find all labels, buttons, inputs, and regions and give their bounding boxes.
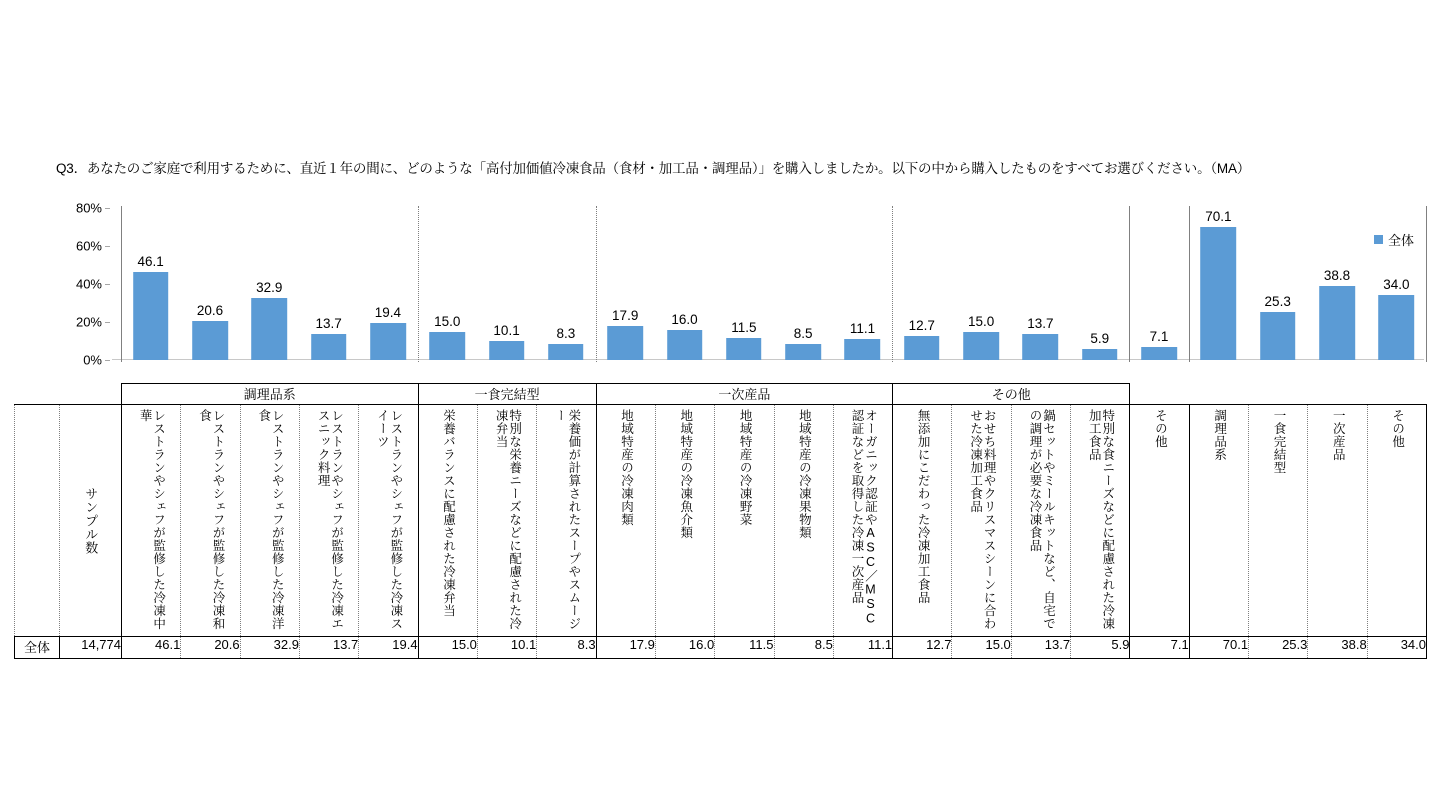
column-header-label: 調理品系 xyxy=(1212,409,1227,461)
table-group-header-row xyxy=(15,384,1427,405)
column-header-4 xyxy=(359,405,418,637)
column-header-20 xyxy=(1308,405,1367,637)
y-axis-tick-2: 40% xyxy=(75,276,102,292)
column-header-13 xyxy=(893,405,952,637)
column-header-0 xyxy=(122,405,181,637)
column-header-label: レストランやシェフが監修した冷凍スイーツ xyxy=(375,409,403,630)
bar-value-label-1: 20.6 xyxy=(196,302,224,318)
table-row xyxy=(15,637,1427,659)
bar-value-label-13: 12.7 xyxy=(908,317,935,333)
page-title: Q3．あなたのご家庭で利用するために、直近１年の間に、どのような「高付加価値冷凍食品（食材・加工品・調理品）」を購入しましたか。以下の中から購入したものをすべてお選びください。（MA） xyxy=(56,161,1251,176)
bar-13 xyxy=(904,336,940,360)
column-header-label: 地域特産の冷凍果物類 xyxy=(797,409,812,539)
y-axis-tick-1: 60% xyxy=(75,238,102,254)
table xyxy=(14,383,1427,659)
bar-10 xyxy=(726,338,762,360)
bar-slot-14 xyxy=(951,208,1010,360)
cell-value-21: 34.0 xyxy=(1367,637,1426,659)
bar-3 xyxy=(311,334,347,360)
chart-group-divider-2 xyxy=(596,206,597,362)
chart-legend xyxy=(1374,230,1414,249)
bar-slot-0 xyxy=(121,208,180,360)
bar-value-label-8: 17.9 xyxy=(612,308,639,323)
chart-group-divider-3 xyxy=(892,206,893,362)
y-axis-tick-0: 80% xyxy=(75,200,102,216)
cell-value-11: 8.5 xyxy=(774,637,833,659)
y-axis-tickmark-4 xyxy=(105,360,110,361)
chart-group-divider-0 xyxy=(121,206,122,362)
cell-value-14: 15.0 xyxy=(952,637,1011,659)
column-header-label: レストランやシェフが監修した冷凍エスニック料理 xyxy=(316,409,344,630)
bar-slot-18 xyxy=(1189,208,1248,360)
cell-value-15: 13.7 xyxy=(1011,637,1070,659)
cell-value-0: 46.1 xyxy=(122,637,181,659)
bar-12 xyxy=(845,339,881,360)
y-axis-tickmark-2 xyxy=(105,284,110,285)
bar-slot-15 xyxy=(1011,208,1070,360)
column-header-19 xyxy=(1249,405,1308,637)
y-axis-tick-4: 0% xyxy=(83,352,102,368)
bar-slot-7 xyxy=(536,208,595,360)
y-axis-tickmark-1 xyxy=(105,246,110,247)
chart-group-divider-6 xyxy=(1426,206,1427,362)
cell-value-9: 16.0 xyxy=(655,637,714,659)
column-header-label: レストランやシェフが監修した冷凍中華 xyxy=(138,409,166,630)
column-header-label: レストランやシェフが監修した冷凍和食 xyxy=(197,409,225,630)
bar-value-label-16: 5.9 xyxy=(1090,330,1110,346)
column-header-15 xyxy=(1011,405,1070,637)
cell-value-6: 10.1 xyxy=(477,637,536,659)
column-header-16 xyxy=(1071,405,1130,637)
column-header-label: レストランやシェフが監修した冷凍洋食 xyxy=(256,409,285,630)
column-header-7 xyxy=(537,405,596,637)
group-header-empty-4 xyxy=(1130,384,1189,405)
cell-value-10: 11.5 xyxy=(715,637,774,659)
column-header-sample-size: サンプル数 xyxy=(60,405,122,637)
bar-9 xyxy=(667,330,703,360)
data-table xyxy=(14,383,1426,659)
cell-value-3: 13.7 xyxy=(299,637,358,659)
column-header-8 xyxy=(596,405,655,637)
column-header-3 xyxy=(299,405,358,637)
cell-value-1: 20.6 xyxy=(181,637,240,659)
cell-value-5: 15.0 xyxy=(418,637,477,659)
cell-value-12: 11.1 xyxy=(833,637,892,659)
chart-group-divider-4 xyxy=(1129,206,1130,362)
bar-value-label-3: 13.7 xyxy=(315,315,342,331)
column-header-6 xyxy=(477,405,536,637)
column-header-label: おせち料理やクリスマスシーンに合わせた冷凍加工食品 xyxy=(968,409,997,630)
bar-value-label-5: 15.0 xyxy=(434,313,461,329)
y-axis-tickmark-0 xyxy=(105,208,110,209)
y-axis-tick-3: 20% xyxy=(75,314,102,330)
bar-slot-11 xyxy=(774,208,833,360)
column-header-11 xyxy=(774,405,833,637)
cell-value-19: 25.3 xyxy=(1249,637,1308,659)
table-label-row xyxy=(15,405,1427,637)
bar-slot-16 xyxy=(1070,208,1129,360)
bar-17 xyxy=(1141,347,1177,360)
bar-value-label-21: 34.0 xyxy=(1383,277,1410,293)
column-header-label: その他 xyxy=(1390,409,1405,448)
bar-16 xyxy=(1082,349,1118,360)
bar-11 xyxy=(785,344,821,360)
plot-area xyxy=(112,208,1424,360)
cell-sample-size: 14,774 xyxy=(60,637,122,659)
group-row-spacer xyxy=(15,384,122,405)
bar-slot-12 xyxy=(833,208,892,360)
column-header-label: 地域特産の冷凍野菜 xyxy=(738,409,753,526)
bar-slot-13 xyxy=(892,208,951,360)
cell-value-18: 70.1 xyxy=(1189,637,1248,659)
bar-7 xyxy=(548,344,584,360)
bar-1 xyxy=(192,321,228,360)
column-header-21 xyxy=(1367,405,1426,637)
column-header-label: 一食完結型 xyxy=(1271,409,1286,474)
bar-5 xyxy=(429,332,465,361)
bar-21 xyxy=(1379,295,1415,360)
legend-label: 全体 xyxy=(1387,233,1414,248)
column-header-10 xyxy=(715,405,774,637)
column-header-9 xyxy=(655,405,714,637)
bar-slot-2 xyxy=(240,208,299,360)
cell-value-4: 19.4 xyxy=(359,637,418,659)
bar-value-label-11: 8.5 xyxy=(793,325,813,341)
group-header-1: 一食完結型 xyxy=(418,384,596,405)
bar-slot-19 xyxy=(1248,208,1307,360)
bar-slot-4 xyxy=(358,208,417,360)
bar-slot-20 xyxy=(1307,208,1366,360)
bar-value-label-20: 38.8 xyxy=(1323,268,1351,284)
chart-group-divider-1 xyxy=(418,206,419,362)
table-corner-cell xyxy=(15,405,60,637)
bar-slot-8 xyxy=(596,208,655,360)
bar-slot-10 xyxy=(714,208,773,360)
cell-value-17: 7.1 xyxy=(1130,637,1189,659)
bar-slot-3 xyxy=(299,208,358,360)
column-header-17 xyxy=(1130,405,1189,637)
cell-value-7: 8.3 xyxy=(537,637,596,659)
bar-6 xyxy=(489,341,525,360)
cell-value-16: 5.9 xyxy=(1071,637,1130,659)
y-axis xyxy=(56,200,110,368)
bar-value-label-17: 7.1 xyxy=(1149,328,1169,344)
bar-slot-17 xyxy=(1129,208,1188,360)
bar-value-label-15: 13.7 xyxy=(1027,315,1054,331)
column-header-label: オーガニック認証やASC／MSC認証などを取得した冷凍一次産品 xyxy=(849,409,878,626)
bar-value-label-14: 15.0 xyxy=(967,313,995,329)
y-axis-tickmark-3 xyxy=(105,322,110,323)
column-header-label: 栄養バランスに配慮された冷凍弁当 xyxy=(441,409,456,617)
bar-value-label-6: 10.1 xyxy=(493,322,520,338)
column-header-label: 特別な栄養ニーズなどに配慮された冷凍弁当 xyxy=(494,409,522,630)
legend-swatch-icon xyxy=(1374,235,1383,244)
column-header-label: 特別な食ニーズなどに配慮された冷凍加工食品 xyxy=(1087,409,1115,630)
column-header-label: 地域特産の冷凍魚介類 xyxy=(678,409,693,539)
chart-group-divider-5 xyxy=(1189,206,1190,362)
cell-value-8: 17.9 xyxy=(596,637,655,659)
column-header-14 xyxy=(952,405,1011,637)
column-header-label: その他 xyxy=(1153,409,1168,448)
cell-value-20: 38.8 xyxy=(1308,637,1367,659)
bar-20 xyxy=(1319,286,1355,360)
column-header-label: 無添加にこだわった冷凍加工食品 xyxy=(916,409,931,604)
cell-value-2: 32.9 xyxy=(240,637,299,659)
bar-0 xyxy=(133,272,169,360)
column-header-label: 鍋セットやミールキットなど、自宅での調理が必要な冷凍食品 xyxy=(1027,409,1056,630)
bar-value-label-9: 16.0 xyxy=(671,311,698,327)
bar-14 xyxy=(963,332,999,361)
bar-chart xyxy=(56,200,1424,368)
bar-slot-6 xyxy=(477,208,536,360)
column-header-5 xyxy=(418,405,477,637)
group-header-empty-5 xyxy=(1189,384,1426,405)
group-header-0: 調理品系 xyxy=(122,384,419,405)
group-header-2: 一次産品 xyxy=(596,384,893,405)
bar-4 xyxy=(370,323,406,360)
row-label: 全体 xyxy=(15,637,60,659)
column-header-label: 一次産品 xyxy=(1331,409,1346,461)
column-header-label: 地域特産の冷凍肉類 xyxy=(619,409,634,526)
bar-8 xyxy=(607,326,643,360)
column-header-1 xyxy=(181,405,240,637)
bar-value-label-12: 11.1 xyxy=(849,320,876,336)
bar-value-label-7: 8.3 xyxy=(556,326,576,342)
bar-19 xyxy=(1260,312,1296,360)
bar-slot-5 xyxy=(418,208,477,360)
bar-value-label-4: 19.4 xyxy=(374,305,402,321)
column-header-18 xyxy=(1189,405,1248,637)
bar-value-label-19: 25.3 xyxy=(1264,293,1291,309)
bar-value-label-10: 11.5 xyxy=(731,320,757,336)
column-header-label: 栄養価が計算されたスープやスムージー xyxy=(553,409,581,630)
bar-18 xyxy=(1201,227,1237,360)
group-header-3: その他 xyxy=(893,384,1130,405)
bar-value-label-18: 70.1 xyxy=(1205,208,1232,224)
bar-2 xyxy=(251,298,287,361)
bar-slot-1 xyxy=(180,208,239,360)
bar-15 xyxy=(1023,334,1059,360)
bar-slot-9 xyxy=(655,208,714,360)
bar-value-label-0: 46.1 xyxy=(137,254,164,270)
cell-value-13: 12.7 xyxy=(893,637,952,659)
bar-value-label-2: 32.9 xyxy=(256,279,283,295)
column-header-12 xyxy=(833,405,892,637)
column-header-2 xyxy=(240,405,299,637)
